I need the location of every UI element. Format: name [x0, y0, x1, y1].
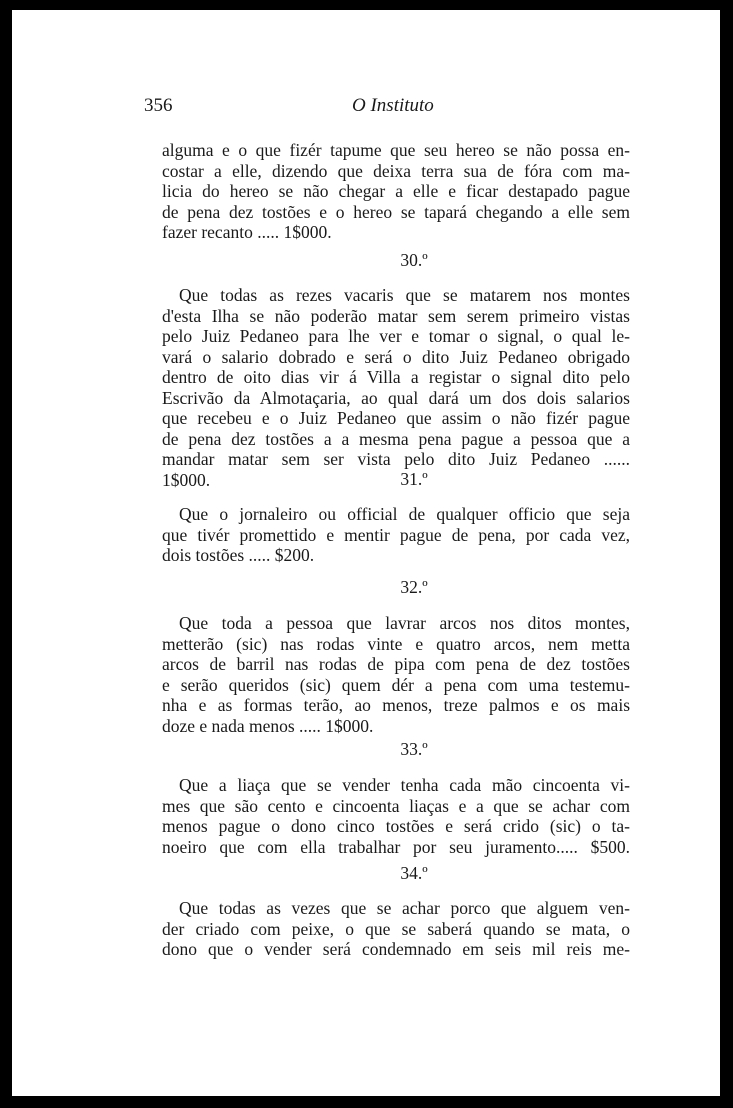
text-line: metterão (sic) nas rodas vinte e quatro arcos, nem metta — [162, 633, 630, 654]
text-line: de pena dez tostões a a mesma pena pague a pessoa que a — [162, 428, 630, 449]
article-heading-34: 34.º — [400, 863, 428, 883]
text-line: menos pague o dono cinco tostões e será crido (sic) o ta- — [162, 816, 630, 836]
text-line: fazer recanto ..... 1$000. — [162, 222, 332, 242]
text-line: mandar matar sem ser vista pelo dito Juiz Pedaneo ...... — [162, 449, 630, 469]
text-line: Que o jornaleiro ou official de qualquer officio que seja — [179, 504, 630, 524]
text-line: doze e nada menos ..... 1$000. — [162, 715, 374, 736]
text-line: costar a elle, dizendo que deixa terra sua de fóra com ma- — [162, 160, 630, 181]
text-line: alguma e o que fizér tapume que seu hereo se não possa en- — [162, 140, 630, 160]
article-heading-31: 31.º — [400, 469, 428, 489]
text-line: arcos de barril nas rodas de pipa com pena de dez tostões — [162, 654, 630, 674]
text-line: vará o salario dobrado e será o dito Juiz Pedaneo obrigado — [162, 346, 630, 367]
article-heading-33: 33.º — [400, 739, 428, 759]
text-line: Que a liaça que se vender tenha cada mão cincoenta vi- — [179, 775, 630, 795]
article-32-text — [162, 613, 630, 736]
text-line: dono que o vender será condemnado em seis mil reis me- — [162, 939, 630, 959]
text-line: licia do hereo se não chegar a elle e ficar destapado pague — [162, 181, 630, 201]
text-line: Que todas as rezes vacaris que se matarem nos montes — [179, 285, 630, 305]
article-heading-32: 32.º — [400, 577, 428, 597]
text-line: dois tostões ..... $200. — [162, 545, 315, 565]
article-33-text — [162, 775, 630, 857]
article-34-text — [162, 898, 630, 960]
text-line: dentro de oito dias vir á Villa a registar o signal dito pelo — [162, 367, 630, 387]
text-line: 1$000. — [162, 469, 211, 490]
page-number: 356 — [144, 95, 173, 116]
text-line: Escrivão da Almotaçaria, ao qual dará um dos dois salarios — [162, 387, 630, 408]
text-line: e serão queridos (sic) quem dér a pena com uma testemu- — [162, 674, 630, 695]
book-page — [12, 10, 720, 1096]
running-title: O Instituto — [352, 95, 434, 116]
text-line: der criado com peixe, o que se saberá quando se mata, o — [162, 918, 630, 939]
text-line: Que todas as vezes que se achar porco que alguem ven- — [179, 898, 630, 918]
article-30-text — [162, 285, 630, 490]
text-line: mes que são cento e cincoenta liaças e a que se achar com — [162, 795, 630, 816]
text-line: de pena dez tostões e o hereo se tapará chegando a elle sem — [162, 201, 630, 222]
text-line: que recebeu e o Juiz Pedaneo que assim o não fizér pague — [162, 408, 630, 428]
text-line: pelo Juiz Pedaneo para lhe ver e tomar o signal, o qual le- — [162, 326, 630, 346]
text-line: d'esta Ilha se não poderão matar sem serem primeiro vistas — [162, 305, 630, 326]
text-line: noeiro que com ella trabalhar por seu juramento..... $500. — [162, 836, 630, 857]
paragraph-continuation — [162, 140, 630, 243]
text-line: nha e as formas terão, ao menos, treze palmos e os mais — [162, 695, 630, 715]
text-line: Que toda a pessoa que lavrar arcos nos ditos montes, — [179, 613, 630, 633]
text-line: que tivér promettido e mentir pague de pena, por cada vez, — [162, 524, 630, 545]
running-head — [144, 95, 644, 125]
article-31-text — [162, 504, 630, 566]
article-heading-30: 30.º — [400, 250, 428, 270]
